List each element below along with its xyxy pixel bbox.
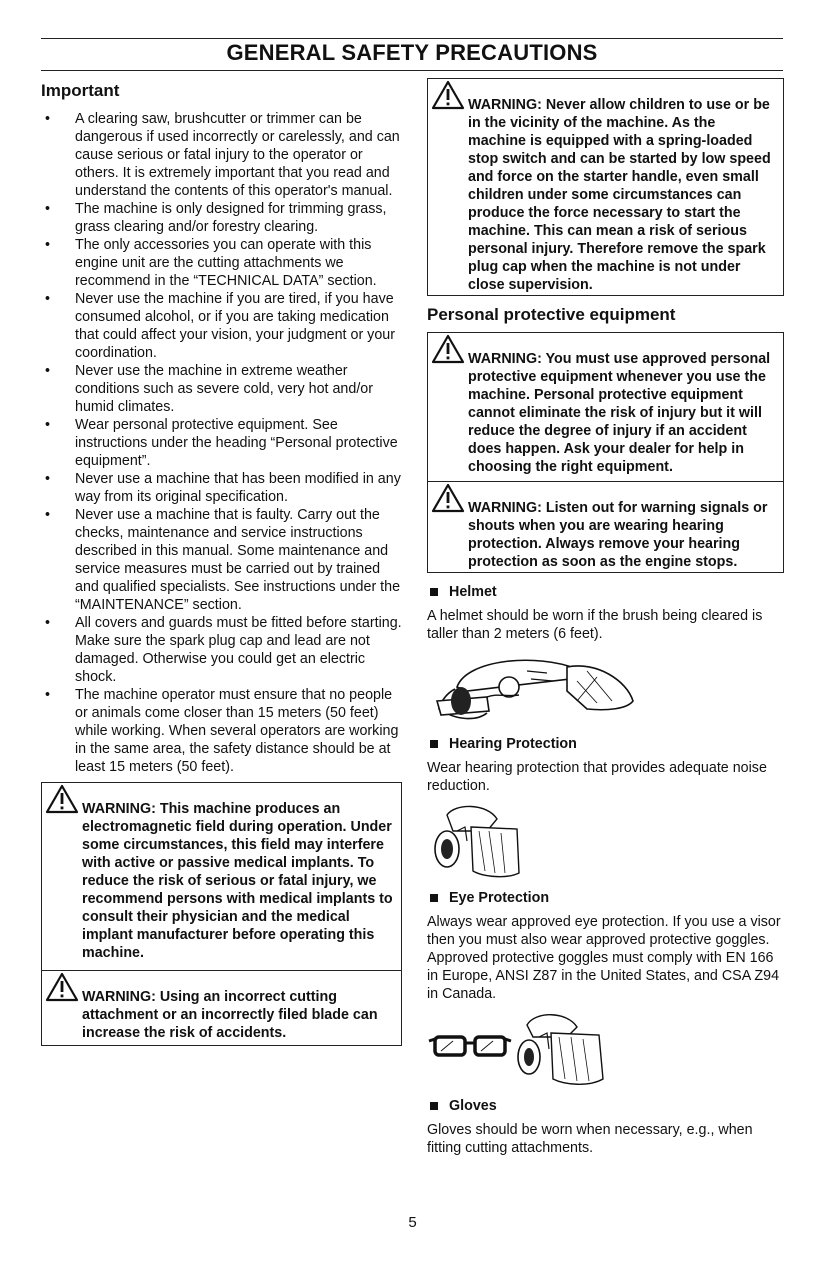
- left-warning-box: [41, 782, 402, 1046]
- helmet-illustration: [427, 647, 784, 733]
- children-warning-box: [427, 78, 784, 296]
- gloves-heading: Gloves: [427, 1097, 784, 1115]
- list-item: • Never use a machine that is faulty. Carry out the checks, maintenance and service instructions described in this manual. Some maintenance and service measures must be carried out by trained and qualified specialists. See instructions under the “MAINTENANCE” section.: [45, 507, 401, 613]
- hearing-text: Wear hearing protection that provides adequate noise reduction.: [427, 760, 767, 794]
- list-item: • Wear personal protective equipment. See instructions under the heading “Personal protective equipment”.: [45, 417, 398, 469]
- ppe-heading: Personal protective equipment: [427, 305, 676, 324]
- square-bullet-icon: [430, 1102, 438, 1110]
- square-bullet-icon: [430, 588, 438, 596]
- left-column: [41, 78, 402, 1046]
- warning-children: WARNING: Never allow children to use or be in the vicinity of the machine. As the machine is equipped with a spring-loaded stop switch and can be started by low speed and force on the starter handle, even small children under some circumstances can produce the force necessary to start the machine. This can mean a risk of serious personal injury. Therefore remove the spark plug cap when the machine is not under close supervision.: [428, 79, 783, 295]
- list-item: • All covers and guards must be fitted before starting. Make sure the spark plug cap and lead are not damaged. Otherwise you could get an electric shock.: [45, 615, 402, 685]
- list-item: • Never use a machine that has been modified in any way from its original specification.: [45, 471, 401, 505]
- warning-emf: WARNING: This machine produces an electromagnetic field during operation. Under some circumstances, this field may interfere with active or passive medical implants. To reduce the risk of serious or fatal injury, we recommend persons with medical implants to consult their physician and the medical implant manufacturer before operating this machine.: [42, 783, 401, 970]
- warning-triangle-icon: [431, 80, 465, 110]
- warning-cutting-attachment: WARNING: Using an incorrect cutting attachment or an incorrectly filed blade can increase the risk of accidents.: [42, 971, 401, 1045]
- hearing-heading: Hearing Protection: [427, 735, 784, 753]
- list-item: • The machine operator must ensure that no people or animals come closer than 15 meters (50 feet) while working. When several operators are working in the same area, the safety distance should be at least 15 meters (50 feet).: [45, 687, 399, 775]
- eye-heading: Eye Protection: [427, 889, 784, 907]
- helmet-text: A helmet should be worn if the brush being cleared is taller than 2 meters (6 feet).: [427, 608, 763, 642]
- list-item: • A clearing saw, brushcutter or trimmer can be dangerous if used incorrectly or carelessly, and can cause serious or fatal injury to the operator or others. It is extremely important that you read and understand the contents of this operator's manual.: [45, 111, 400, 199]
- gloves-text: Gloves should be worn when necessary, e.g., when fitting cutting attachments.: [427, 1122, 753, 1156]
- square-bullet-icon: [430, 740, 438, 748]
- right-column: [427, 78, 784, 1157]
- goggles-icon: [429, 1037, 511, 1055]
- eye-text: Always wear approved eye protection. If you use a visor then you must also wear approved protective goggles. Approved protective goggles must comply with EN 166 in Europe, ANSI Z87 in the United States, and CSA Z94 in Canada.: [427, 914, 781, 1002]
- warning-triangle-icon: [45, 972, 79, 1002]
- list-item: • The only accessories you can operate with this engine unit are the cutting attachments we recommend in the “TECHNICAL DATA” section.: [45, 237, 377, 289]
- eye-illustration: [427, 1009, 784, 1093]
- helmet-heading: Helmet: [427, 583, 784, 601]
- visor-icon: [518, 1015, 603, 1085]
- list-item: • The machine is only designed for trimming grass, grass clearing and/or forestry clearing.: [45, 201, 387, 235]
- warning-ppe: WARNING: You must use approved personal protective equipment whenever you use the machine. Personal protective equipment cannot eliminate the risk of injury but it will reduce the degree of injury if an accident does happen. Ask your dealer for help in choosing the right equipment.: [428, 333, 783, 481]
- list-item: • Never use the machine if you are tired, if you have consumed alcohol, or if you are taking medication that could affect your vision, your judgment or your coordination.: [45, 291, 395, 361]
- top-rule: [41, 38, 783, 39]
- important-list: [41, 110, 402, 776]
- warning-triangle-icon: [431, 334, 465, 364]
- square-bullet-icon: [430, 894, 438, 902]
- page-title: GENERAL SAFETY PRECAUTIONS: [226, 40, 598, 65]
- ppe-warning-box: [427, 332, 784, 573]
- list-item: • Never use the machine in extreme weather conditions such as severe cold, very hot and/or humid climates.: [45, 363, 374, 415]
- warning-hearing: WARNING: Listen out for warning signals or shouts when you are wearing hearing protection. Always remove your hearing protection as soon as the engine stops.: [428, 482, 783, 572]
- warning-triangle-icon: [431, 483, 465, 513]
- page-number: 5: [408, 1214, 417, 1231]
- title-rule: [41, 70, 783, 71]
- important-heading: Important: [41, 81, 120, 100]
- hearing-illustration: [427, 797, 784, 887]
- warning-triangle-icon: [45, 784, 79, 814]
